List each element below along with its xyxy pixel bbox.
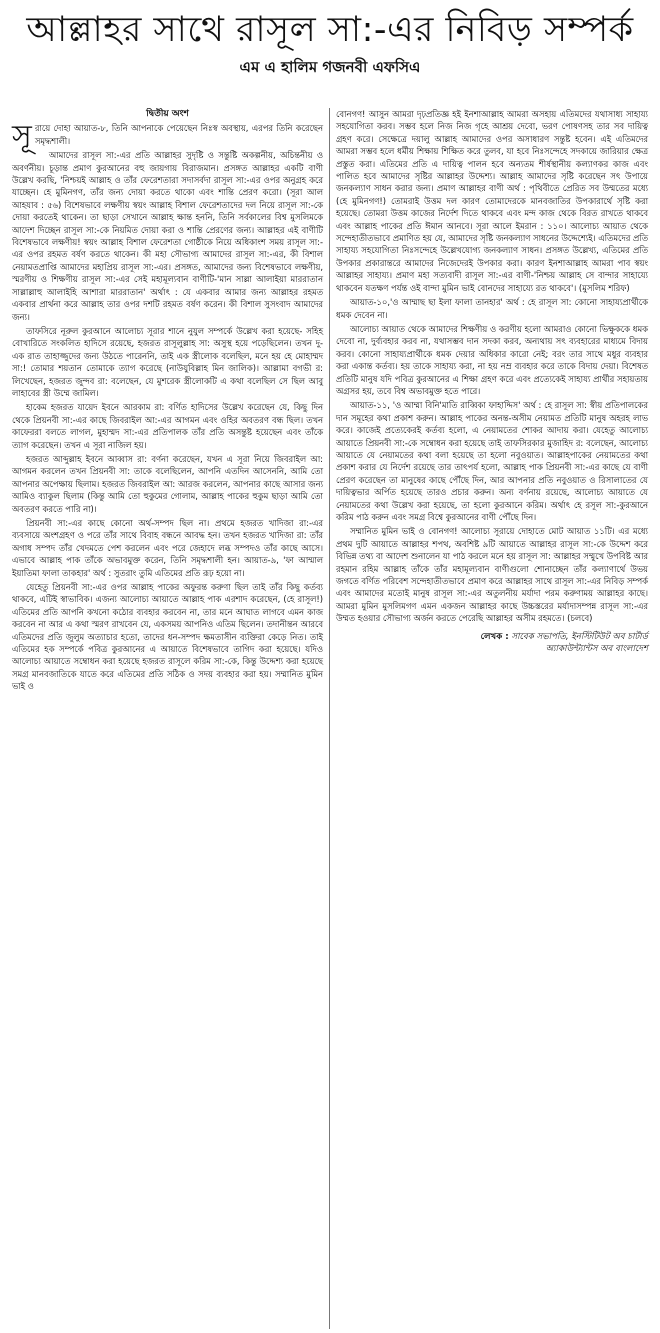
left-column (6, 108, 330, 1329)
paragraph-7: যেহেতু প্রিয়নবী সা:-এর ওপর আল্লাহ পাকের অফুরন্ত করুণা ছিল তাই তাঁর কিছু কর্তব্য থাকবে, এটিই স্বাভাবিক। এজন্য আলোচ্য আয়াতে আল্লাহ পাক এরশাদ করেছেন, (হে রাসূল!) এতিমের প্রতি আপনি কখনো কঠোর ব্যবহার করবেন না, তার মনে আঘাত লাগবে এমন কাজ করবেন না আর এ কথা স্মরণ রাখবেন যে, একসময় আপনিও এতিম ছিলেন। তদানীন্তন আরবে এতিমদের প্রতি জুলুম অত্যাচার হতো, তাদের ধন-সম্পদ ক্ষমতাসীন ব্যক্তিরা কেড়ে নিত। তাই এতিমের হক সম্পর্কে পবিত্র কুরআনের এ আয়াতে বিশেষভাবে তাগিদ করা হয়েছে। যদিও আলোচ্য আয়াতে সম্বোধন করা হয়েছে হজরত রাসূলে করিম সা:-কে, কিন্তু উদ্দেশ্য করা হয়েছে সমগ্র মানবজাতিকে যাতে করে এতিমের প্রতি সঠিক ও সদয় ব্যবহার করা হয়। সম্মানিত মুমিন ভাই ও (12, 582, 323, 692)
paragraph-3: তাফসিরে নূরুল কুরআনে আলোচ্য সূরার শানে নুযুল সম্পর্কে উল্লেখ করা হয়েছে- সহিহ বোখারিতে সংকলিত হাদিসে রয়েছে, হজরত রাসূলুল্লাহ সা: অসুস্থ হয়ে পড়েছিলেন। তখন দু-এক রাত তাহাজ্জুদের জন্য উঠতে পারেননি, তাই এক স্ত্রীলোক বলেছিল, মনে হয় হে মোহাম্মদ সা:! তোমার শয়তান তোমাকে ত্যাগ করেছে (নাউযুবিল্লাহ মিন জালিক)। আল্লামা বগভী র: লিখেছেন, হজরত জুন্দব রা: বলেছেন, যে মুশরেক স্ত্রীলোকটি এ কথা বলেছিল সে ছিল আবু লাহাবের স্ত্রী উম্মে জামিল। (12, 325, 323, 398)
paragraph-9: আয়াত-১০,'ও আম্মাছ ছা ইলা ফালা তানহার' অর্থ : হে রাসূল সা: কোনো সাহায্যপ্রার্থীকে ধমক দেবেন না। (336, 297, 648, 320)
drop-cap: সূ (12, 119, 32, 155)
article-columns (6, 108, 654, 1329)
paragraph-12-text: সম্মানিত মুমিন ভাই ও বোনগণ! আলোচ্য সূরায়ে দোহাতে মোট আয়াত ১১টি। এর মধ্যে প্রথম দুটি আয়াতে আল্লাহর শপথ, অবশিষ্ট ৯টি আয়াতে আল্লাহর রাসূল সা:-কে উদ্দেশ করে বিভিন্ন তথ্য বা আদেশ শুনালেন যা পাঠ করলে মনে হয় রাসূল সা: আল্লাহর সম্মুখে উপবিষ্ট আর রহমান রহিম আল্লাহ তাঁকে তাঁর মহামূল্যবান বাণীগুলো শোনাচ্ছেন তাঁর কল্যাণার্থে উভয় জগতে বর্ণিত পরিবেশ সন্দেহাতীতভাবে প্রমাণ করে আল্লাহর সাথে রাসূল সা:-এর নিবিড় সম্পর্ক এবং আমাদের মতোই মানুষ রাসূল সা:-এর অতুলনীয় মর্যাদা পরম করুণাময় আল্লাহর কাছে। আমরা মুমিন মুসলিমগণ এমন একজন আল্লাহর কাছে উচ্চস্তরের মর্যাদাসম্পন্ন রাসূল সা:-এর উম্মত হওয়ার সৌভাগ্য অর্জন করতে পেরেছি আল্লাহর অসীম রহমতে। (336, 526, 648, 624)
paragraph-11: আয়াত-১১, 'ও আম্মা বিনি'মাতি রাব্বিকা ফাহাদ্দিস' অর্থ : হে রাসূল সা: স্বীয় প্রতিপালকের দান সমূহের কথা প্রকাশ করুন। আল্লাহ পাকের অনন্ত-অসীম নেয়ামত প্রতিটি মানুষ অহরহ লাভ করে। কাজেই প্রত্যেকেরই কর্তব্য হলো, এ নেয়ামতের শোকর আদায় করা। যেহেতু আলোচ্য আয়াতে প্রিয়নবী সা:-কে সম্বোধন করা হয়েছে তাই তাফসিরকার মুজাহিদ র: বলেছেন, আলোচ্য আয়াতে যে নেয়ামতের কথা বলা হয়েছে তা হলো নবুওয়াত। আল্লাহপাকের নেয়ামতের কথা প্রকাশ করার যে নির্দেশ রয়েছে তার তাৎপর্য হলো, আল্লাহ পাক প্রিয়নবী সা:-এর কাছে যে বাণী প্রেরণ করেছেন তা মানুষের কাছে পৌঁছে দিন, আর আপনার প্রতি নবুওয়াত ও রিসালাতের যে দায়িত্বভার অর্পিত হয়েছে তারও প্রচার করুন। অন্য বর্ণনায় রয়েছে, আলোচ্য আয়াতে যে নেয়ামতের কথা উল্লেখ করা হয়েছে, তা হলো কুরআনে করিম। অর্থাৎ হে রসূল সা:-কুরআনে করিম পাঠ করুন এবং সমগ্র বিশ্বে কুরআনের বাণী পৌঁছে দিন। (336, 400, 648, 522)
author-footer-line2: অ্যাকাউন্ট্যান্টস অব বাংলাদেশ (545, 644, 648, 655)
continued-note: (চলবে) (567, 613, 593, 624)
paragraph-6: প্রিয়নবী সা:-এর কাছে কোনো অর্থ-সম্পদ ছিল না। প্রথমে হজরত খাদিজা রা:-এর ব্যবসায়ে অংশগ্রহণ ও পরে তাঁর সাথে বিবাহ বন্ধনে আবদ্ধ হন। তখন হজরত খাদিজা রা: তাঁর অগাধ সম্পদ তাঁর খেদমতে পেশ করলেন এবং পরে জেহাদে লব্ধ সম্পদও তাঁর কাছে আসে। এভাবে আল্লাহ পাক তাঁকে অভাবমুক্ত করেন, তিনি সমৃদ্ধশালী হন। আয়াত-৯, 'ফা আম্মাল ইয়াতিমা ফালা তাকহার' অর্থ : সুতরাং তুমি এতিমের প্রতি রূঢ় হয়ো না। (12, 518, 323, 578)
paragraph-8: বোনগণ! আসুন আমরা দৃঢ়প্রতিজ্ঞ হই ইনশাআল্লাহ আমরা অসহায় এতিমদের যথাসাধ্য সাহায্য সহযোগিতা করব। সম্ভব হলে নিজ নিজ গৃহে আশ্রয় দেবো, ভরণ পোষণসহ তার সব দায়িত্ব গ্রহণ করে। সেক্ষেত্রে দয়ালু আল্লাহ আমাদের ওপর অসাধারণ সন্তুষ্ট হবেন। এই এতিমদের আমরা সম্ভব হলে ধর্মীয় শিক্ষায় শিক্ষিত করে তুলব, যা হবে নিঃসন্দেহে সদকায়ে জারিয়ার ক্ষেত্র প্রস্তুত করা। এতিমের প্রতি এ দায়িত্ব পালন হবে অন্যতম শীর্ষস্থানীয় কল্যাণকর কাজ এবং পালিত হবে আমাদের সৃষ্টির আল্লাহর উদ্দেশ্য। আল্লাহ আমাদের সৃষ্টি করেছেন সৎ উপায়ে জনকল্যাণ সাধন করার জন্য। প্রমাণ আল্লাহর বাণী অর্থ : পৃথিবীতে প্রেরিত সব উম্মতের মধ্যে (হে মুমিনগণ!) তোমরাই উত্তম দল কারণ তোমাদেরকে মানবজাতির উপকারার্থে সৃষ্টি করা হয়েছে। তোমরা উত্তম কাজের নির্দেশ দিতে থাকবে এবং মন্দ কাজ থেকে বিরত রাখতে থাকবে এবং আল্লাহ পাকের প্রতি ঈমান আনবে। সূরা আলে ইমরান : ১১০। আলোচ্য আয়াত থেকে সন্দেহাতীতভাবে প্রমাণিত হয় যে, আমাদের সৃষ্টি জনকল্যাণ সাধনের উদ্দেশ্যেই। এতিমদের প্রতি সাহায্য সহযোগিতা নিঃসন্দেহে উল্লেখযোগ্য জনকল্যাণ সাধন। প্রসঙ্গত উল্লেখ্য, এতিমের প্রতি উপকার প্রকারান্তরে আমাদের নিজেদেরই উপকার করা। কারণ ইনশাআল্লাহ আমরা পাব স্বয়ং আল্লাহর সাহায্য। প্রমাণ মহা সত্যবাদী রাসূল সা:-এর বাণী-'নিশ্চয় আল্লাহ সে বান্দার সাহায্যে থাকবেন যতক্ষণ পর্যন্ত ওই বান্দা মুমিন ভাই বোনদের সাহায্যে রত থাকবে'। (মুসলিম শরিফ) (336, 109, 648, 293)
paragraph-10: আলোচ্য আয়াত থেকে আমাদের শিক্ষণীয় ও করণীয় হলো আমরাও কোনো ভিক্ষুককে ধমক দেবো না, দুর্ব্যবহার করব না, যথাসম্ভব দান সদকা করব, অন্যথায় সৎ ব্যবহারের মাধ্যমে বিদায় করব। কোনো সাহায্যপ্রার্থীকে ধমক দেয়ার অধিকার কারো নেই; বরং তার সাথে মধুর ব্যবহার করা একান্ত কর্তব্য। হয় তাকে সাহায্য করা, না হয় নম্র ব্যবহার করে তাকে বিদায় দেয়া। বিশেষত প্রতিটি মানুষ যদি পবিত্র কুরআনের এ শিক্ষা গ্রহণ করে এবং প্রত্যেকেই সাহায্য প্রার্থীর সহায়তায় অগ্রসর হয়, তবে বিশ্ব অভাবমুক্ত হতে পারে। (336, 323, 648, 396)
paragraph-4: হাকেম হজরত যায়েদ ইবনে আরকাম রা: বর্ণিত হাদিসের উল্লেখ করেছেন যে, কিছু দিন থেকে প্রিয়নবী সা:-এর কাছে জিবরাইল আ:-এর আগমন এবং ওহির অবতরণ বন্ধ ছিল। তখন কাফেররা বলতে লাগল, মুহাম্মদ সা:-এর প্রতিপালক তাঁর প্রতি অসন্তুষ্ট হয়েছেন এবং তাঁকে ত্যাগ করেছেন। তখন এ সূরা নাজিল হয়। (12, 402, 323, 450)
author-footer (336, 631, 648, 656)
section-heading: দ্বিতীয় অংশ (146, 109, 189, 119)
paragraph-5: হজরত আব্দুল্লাহ ইবনে আব্বাস রা: বর্ণনা করেছেন, যখন এ সূরা নিয়ে জিবরাইল আ: আগমন করলেন তখন প্রিয়নবী সা: তাকে বলেছিলেন, আপনি এতদিন আসেননি, আমি তো আপনার অপেক্ষায় ছিলাম। হজরত জিবরাইল আ: আরজ করলেন, আপনার কাছে আসার জন্য আমিও ব্যাকুল ছিলাম (কিন্তু আমি তো হুকুমের গোলাম, আল্লাহ পাকের হুকুম ছাড়া আমি তো অবতরণ করতে পারি না)। (12, 453, 323, 514)
paragraph-2: আমাদের রাসূল সা:-এর প্রতি আল্লাহর সুদৃষ্টি ও সন্তুষ্টি অকল্পনীয়, অচিন্তনীয় ও অবর্ণনীয়। চূড়ান্ত প্রমাণ কুরআনের বহু জায়গায় বিরাজমান। প্রসঙ্গত আল্লাহর একটি বাণী উল্লেখ করছি, 'নিশ্চয়ই আল্লাহ ও তাঁর ফেরেশতারা সদাসর্বদা রাসূল সা:-এর ওপর অনুগ্রহ করে যাচ্ছেন। হে মুমিনগণ, তাঁর জন্য দোয়া করতে থাকো এবং শান্তি প্রেরণ করো। (সূরা আল আহযাব : ৫৬) বিশেষভাবে লক্ষণীয় স্বয়ং আল্লাহ বিশাল ফেরেশতাদের দল নিয়ে রাসূল সা:-কে দোয়া করতেই থাকেন। তা ছাড়া সেখানে আল্লাহ ক্ষান্ত হননি, তিনি সর্বকালের বিশ্ব মুসলিমকে আদেশ দিচ্ছেন রাসূল সা:-কে নিয়মিত দোয়া করা ও শান্তি প্রেরণের জন্য। আল্লাহর এই বাণীটি বিশেষভাবে লক্ষণীয়! স্বয়ং আল্লাহ বিশাল ফেরেশতা গোষ্ঠীকে নিয়ে অধিকাংশ সময় রাসূল সা:-এর ওপর রহমত বর্ষণ করতে থাকেন। কী মহা সৌভাগ্য আমাদের রাসূল সা:-এর, কী বিশাল নেয়ামতপ্রাপ্তি আমাদের মহাপ্রিয় রাসূল সা:-এর। প্রসঙ্গত, আমাদের জন্য বিশেষভাবে লক্ষণীয়, স্মরণীয় ও শিক্ষণীয় রাসূল সা:-এর সেই মহামূল্যবান বাণীটি-'মান সাল্লা আলাইয়া মাররাতান সাল্লাল্লাহু আলাইহি আশারা মাররাতান' অর্থাৎ : যে একবার আমার জন্য আল্লাহর রহমত একবার প্রার্থনা করে আল্লাহ তার ওপর দশটি রহমত বর্ষণ করেন। কী বিশাল সুসংবাদ আমাদের জন্য। (12, 150, 323, 322)
paragraph-1 (12, 119, 323, 155)
paragraph-1-text: রায়ে দোহা আয়াত-৮, তিনি আপনাকে পেয়েছেন নিঃস্ব অবস্থায়, এরপর তিনি করেছেন সমৃদ্ধশালী। (34, 123, 323, 146)
author-footer-label: লেখক : (480, 631, 509, 642)
headline: আল্লাহর সাথে রাসূল সা:-এর নিবিড় সম্পর্ক (26, 10, 634, 50)
right-column (330, 108, 654, 1329)
author-byline: এম এ হালিম গজনবী এফসিএ (239, 58, 421, 76)
paragraph-12 (336, 525, 648, 624)
author-footer-line1: সাবেক সভাপতি, ইনস্টিটিউট অব চার্টার্ড (511, 631, 648, 642)
